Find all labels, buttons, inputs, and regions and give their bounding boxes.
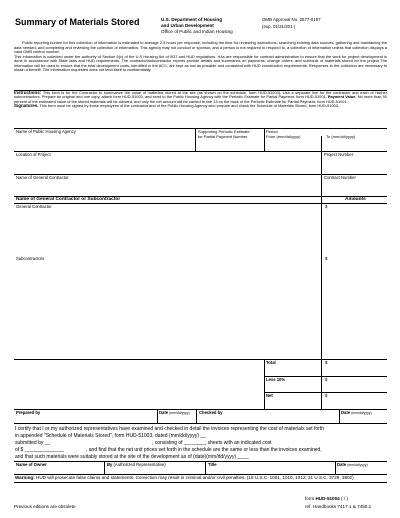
net-label: Net [266,393,273,398]
form-date: ( / ) [341,496,348,501]
checked-date-label [341,411,372,415]
owner-name-input[interactable] [16,468,102,474]
prepared-by-label: Prepared by [16,409,41,415]
project-number-input[interactable] [324,162,384,171]
instructions [14,91,387,109]
certification-line-2: in appended "Schedule of Materials Stored", form HUD-51003, dated (mm/dd/yyyy) __ [15,433,206,439]
prepared-date-format: (mm/dd/yyyy) [169,410,190,415]
agency-line-1: U.S. Department of Housing [161,17,222,22]
pha-name-input[interactable] [16,140,192,149]
table-header-amounts: Amounts [345,196,366,202]
by-label [107,463,166,467]
checked-date-input[interactable] [341,416,385,422]
grid-line [205,461,206,474]
burden-statement [14,41,387,73]
checked-date-format: (mm/dd/yyyy) [351,410,372,415]
total-amount-input[interactable] [330,361,385,369]
signatures-text: This form must be signed by those employees of the contractor and of the Public Housing Agency who prepare and check the Schedule of Materials Stored, form HUD-51003. [39,103,340,109]
authorized-representative-input[interactable] [107,468,202,474]
grid-line [196,409,197,423]
agency-line-3: Office of Public and Indian Housing [161,29,233,34]
grid-line [264,359,265,409]
payment-value-text: No more than 90 percent of the estimated value of the stored materials will be allowed, and only the net amount will be carried to line 13 on the back of the Periodic Estimate for Partial Payment, form HUD-51001. [14,94,387,104]
prepared-date-input[interactable] [159,416,194,422]
grid-line [195,128,196,151]
payment-number-input[interactable] [198,140,260,149]
pha-name-label: Name of Public Housing Agency [16,129,76,134]
handbook-reference: ref. Handbooks 7417.1 & 7450.1 [305,504,372,509]
total-currency: $ [325,360,328,365]
checked-by-input[interactable] [199,416,336,422]
net-amount-input[interactable] [330,394,385,402]
general-contractor-name-input[interactable] [16,185,316,194]
certification-line-5: and that such materials were suitably stored at the site of the development as of (date)(mm/dd/yyyy) ____ [15,454,249,460]
grid-line [321,196,322,409]
less-10-amount-input[interactable] [330,378,385,386]
table-header-name: Name of General Contractor or Subcontractor [16,196,121,202]
total-label: Total [266,360,276,365]
omb-expiration: (exp. 01/31/201 ) [262,24,296,29]
sign-date-label [337,463,368,467]
less-10-label: Less 10% [266,377,286,382]
subcontractors-currency: $ [325,255,328,261]
period-to-label: To (mm/dd/yyyy) [326,133,356,139]
instructions-label: Instructions: [14,89,42,95]
title-input[interactable] [208,468,332,474]
burden-paragraph-2: This information is collected under the authority of Section 6(c) of the U.S Housing Act of l937 and HUD regulations. HAs are responsible for contract administration to ensure that the work for project development is done in accordance with State laws and HUD requirements. The contractor/subcontractor reports provide details and summaries on payments, change orders, and schedule of materials stored for the project The information will be used to ensure that the total development costs, identified in the ACC, are kept as low as possible and consistent with HUD construction requirements. Responses to the collection are necessary to obtain a benefit. The information requested does not lend itself to confidentiality. [14,53,387,73]
period-to-input[interactable] [324,140,384,149]
grid-line [14,482,387,483]
period-from-input[interactable] [266,140,318,149]
general-contractor-currency: $ [325,203,328,209]
payment-value-label: Payment Value. [327,94,357,100]
by-note: (Authorized Representative) [113,461,166,467]
certification-line-3b: , consisting of ________ sheets with an indicated cost [152,440,272,446]
period-from-label: From (mm/dd/yyyy) [266,133,301,139]
prepared-by-input[interactable] [16,416,154,422]
form-number [305,497,348,502]
prepared-date-word: Date [159,409,169,415]
location-input[interactable] [16,162,316,171]
certification-line-3a: submitted by __ [15,440,51,446]
grid-line [14,423,387,424]
sign-date-format: (mm/dd/yyyy) [347,462,368,467]
supporting-estimate-label-2: for Partial Payment Number [198,133,248,139]
form-id: HUD-51004 [315,496,340,501]
less-10-currency: $ [325,377,328,382]
general-contractor-row-label: General Contractor [16,203,52,209]
sign-date-input[interactable] [337,468,385,474]
project-number-label: Project Number [324,152,354,157]
prepared-date-label [159,411,190,415]
supporting-estimate-label: Supporting Periodic Estimate [198,128,250,134]
grid-line [321,174,322,196]
omb-number: OMB Approval No. 2577-0157 [262,17,321,22]
grid-line [264,128,265,151]
instructions-text: This form is for the Contractor to summarize the value of materials stored at the site (as shown on the schedule, form HUD-51003). Use a separate line for the contractor and each of his/her subcontractors. Prepare an original and one copy, attach form HUD-51003, and send to the Public Housing Agency with the Periodic Estimate for Partial Payment, form HUD-51001. [14,89,387,100]
contract-number-input[interactable] [324,185,384,194]
certification-line-1: I certify that I or my authorized representatives have examined and checked in detail the invoices representing the cost of materials set forth [15,426,325,432]
obsolete-notice: Previous editions are obsolete [14,504,76,509]
checked-date-word: Date [341,409,351,415]
grid-line [14,359,387,360]
by-word: By [107,461,113,467]
grid-line [321,151,322,174]
form-title: Summary of Materials Stored [15,17,140,27]
net-currency: $ [325,393,328,398]
period-label: Period [266,128,278,134]
subcontractors-amount-input[interactable] [330,256,385,264]
grid-line [104,461,105,474]
certification-line-4a: of $ ______________ [15,447,64,453]
subcontractors-row-label: Subcontractors [16,255,45,261]
warning-notice [15,476,354,481]
title-label: Title [208,461,217,467]
location-label: Location of Project [16,152,51,157]
checked-by-label: Checked by [199,409,223,415]
general-contractor-name-label: Name of General Contractor [16,175,69,180]
sign-date-word: Date [337,461,347,467]
grid-line [157,409,158,423]
certification-line-4b: , and find that the net unit prices set forth in the schedule are the same or less than the invoices examined, [86,447,322,453]
warning-label: Warning: [15,475,35,480]
grid-line [335,461,336,474]
warning-text: HUD will prosecute false claims and statements. Conviction may result in criminal and/or civil penalties. (18 U.S.C. 1001, 1010, 1012; 31 U.S.C. 3729, 3802) [36,475,354,480]
grid-line [321,136,322,151]
grid-line [339,409,340,423]
signatures-label: Signatures. [14,103,39,109]
contract-number-label: Contract Number [324,175,356,180]
general-contractor-amount-input[interactable] [330,204,385,212]
grid-line [14,461,387,462]
owner-name-label: Name of Owner [16,461,47,467]
form-word: form [305,496,315,501]
agency-line-2: and Urban Development [161,23,214,28]
burden-paragraph-1: Public reporting burden for this collection of information is estimated to average 2.5 hours per response, including the time for reviewing instructions, searching existing data sources, gathering and maintaining the data needed, and completing and reviewing the collection of information. This agency may not conduct or sponsor, and a person is not required to respond to, a collection of information unless that collection displays a valid OMB control number. [14,40,387,55]
